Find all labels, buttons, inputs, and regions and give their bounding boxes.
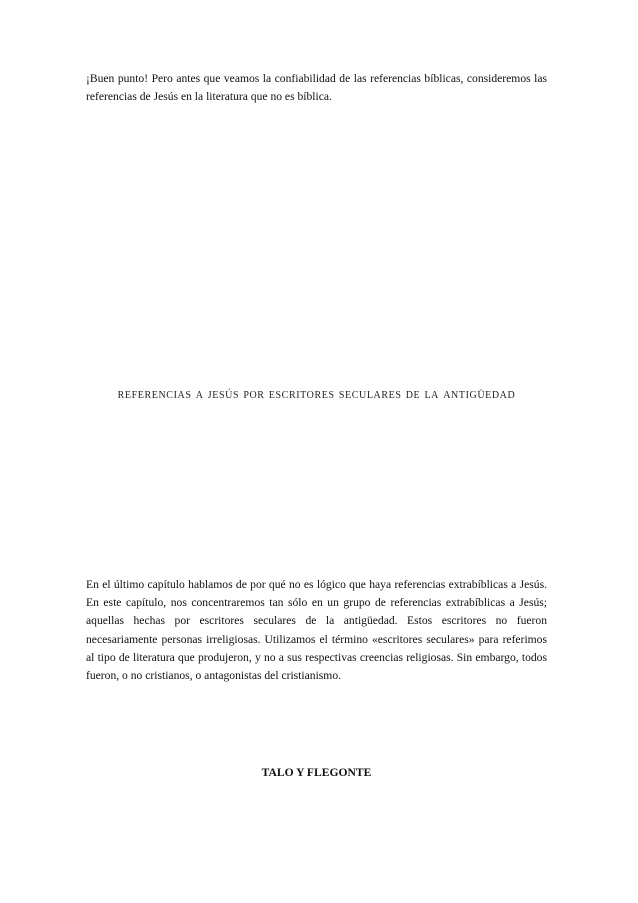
chapter-title: referencias a jesús por escritores seculares de la antigüedad — [117, 386, 516, 402]
body-paragraph: En el último capítulo hablamos de por qué no es lógico que haya referencias extrabíblicas a Jesús. En este capítulo, nos concentraremos tan sólo en un grupo de referencias extrabíblicas a Jesús; aquellas hechas por escritores seculares de la antigüedad. Estos escritores no fueron necesariamente personas irreligiosas. Utilizamos el término «escritores seculares» para referimos al tipo de literatura que produjeron, y no a sus respectivas creencias religiosas. Sin embargo, todos fueron, o no cristianos, o antagonistas del cristianismo. — [86, 578, 547, 683]
section-title: TALO Y FLEGONTE — [261, 766, 372, 779]
intro-paragraph: ¡Buen punto! Pero antes que veamos la confiabilidad de las referencias bíblicas, consideremos las referencias de Jesús en la literatura que no es bíblica. — [86, 72, 547, 104]
